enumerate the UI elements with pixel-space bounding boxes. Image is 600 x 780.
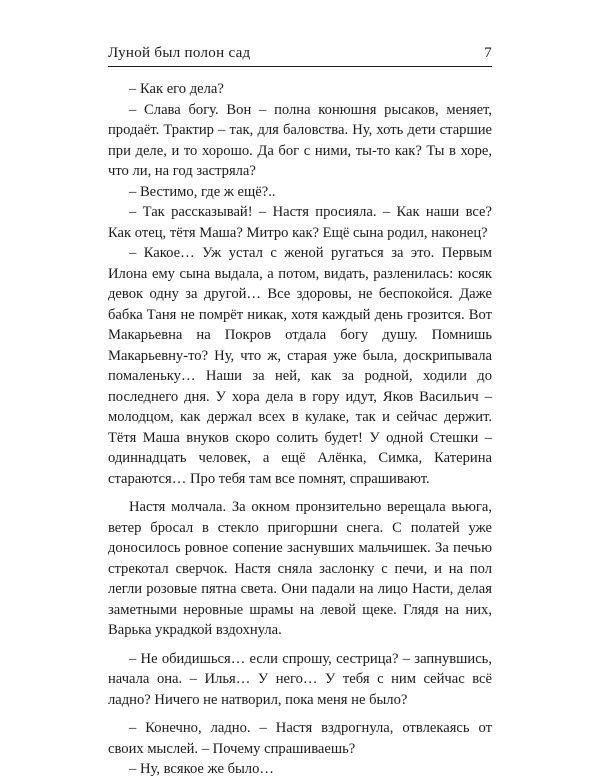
book-title: Луной был полон сад xyxy=(108,45,251,61)
body-text xyxy=(108,79,492,780)
header-rule xyxy=(108,66,492,67)
page-number: 7 xyxy=(484,45,492,61)
paragraph: – Не обидишься… если спрошу, сестрица? – запнувшись, начала она. – Илья… У него… У тебя с ним сейчас всё ладно? Ничего не натворил, пока меня не было? xyxy=(108,650,492,708)
paragraph: – Вестимо, где ж ещё?.. xyxy=(129,183,276,200)
paragraph: – Слава богу. Вон – полна конюшня рысаков, меняет, продаёт. Трактир – так, для баловства. Ну, хоть дети старшие при деле, и то хорошо. Да бог с ними, ты-то как? Ты в хоре, что ли, на год застряла? xyxy=(108,101,492,179)
paragraph: – Ну, всякое же было… xyxy=(129,761,274,777)
paragraph: – Конечно, ладно. – Настя вздрогнула, отвлекаясь от своих мыслей. – Почему спрашиваешь? xyxy=(108,720,492,757)
paragraph: Настя молчала. За окном пронзительно верещала вьюга, ветер бросал в стекло пригоршни снега. С полатей уже доносилось ровное сопение заснувших мальчишек. За печью стрекотал сверчок. Настя сняла заслонку с печи, и на пол легли розовые пятна света. Они падали на лицо Насти, делая заметными неровные шрамы на левой щеке. Глядя на них, Варька украдкой вздохнула. xyxy=(108,499,492,638)
paragraph: – Так рассказывай! – Настя просияла. – Как наши все? Как отец, тётя Маша? Митро как? Ещё сына родил, наконец? xyxy=(108,204,492,241)
paragraph: – Какое… Уж устал с женой ругаться за это. Первым Илона ему сына выдала, а потом, видать, разленилась: косяк девок одну за другой… Все здоровы, не беспокойся. Даже бабка Таня не помрёт никак, хотя каждый день грозится. Вот Макарьевна на Покров отдала богу душу. Помнишь Макарьевну-то? Ну, что ж, старая уже была, доскрипывала помаленьку… Наши за ней, как за родной, ходили до последнего дня. У хора дела в гору идут, Яков Васильич – молодцом, как держал всех в кулаке, так и сейчас держит. Тётя Маша внуков скоро солить будет! У одной Стешки – одиннадцать человек, а ещё Алёнка, Симка, Катерина стараются… Про тебя там все помнят, спрашивают. xyxy=(108,245,492,487)
running-header xyxy=(108,38,492,62)
paragraph: – Как его дела? xyxy=(129,81,224,97)
